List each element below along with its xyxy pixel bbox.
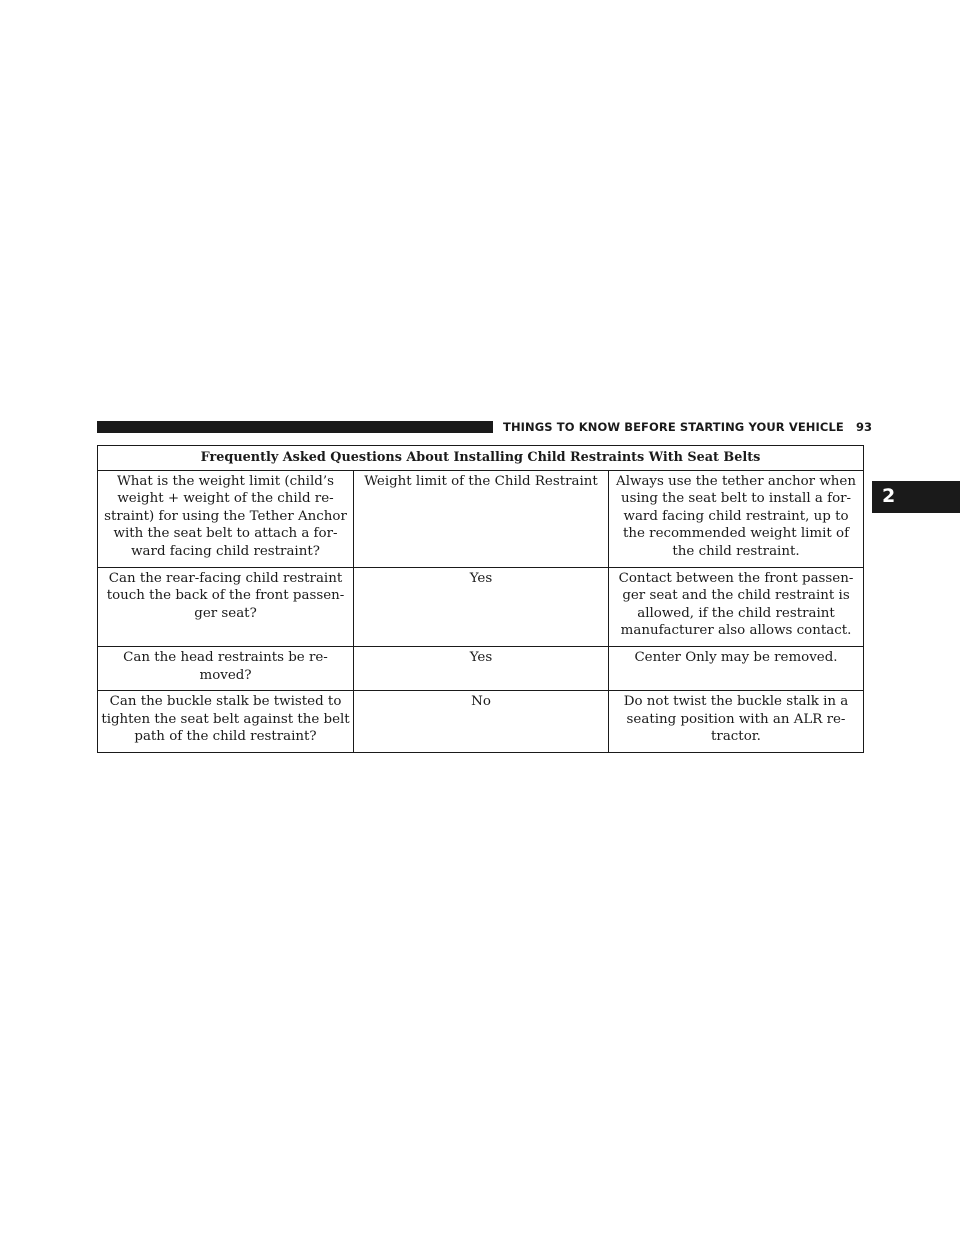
notes-cell: Do not twist the buckle stalk in a seating position with an ALR re-tractor.: [609, 691, 864, 753]
question-cell: What is the weight limit (child’s weight + weight of the child re-straint) for using the Tether Anchor with the seat belt to attach a for-ward facing child restraint?: [98, 470, 354, 567]
table-row: [98, 646, 864, 690]
chapter-number: 2: [882, 485, 896, 507]
answer-cell: Yes: [354, 567, 609, 646]
table-row: [98, 567, 864, 646]
table-row: [98, 470, 864, 567]
chapter-tab: [872, 481, 960, 513]
section-title: THINGS TO KNOW BEFORE STARTING YOUR VEHICLE: [503, 420, 844, 434]
answer-cell: No: [354, 691, 609, 753]
faq-table: [97, 445, 864, 753]
notes-cell: Contact between the front passen-ger seat and the child restraint is allowed, if the child restraint manufacturer also allows contact.: [609, 567, 864, 646]
notes-cell: Center Only may be removed.: [609, 646, 864, 690]
question-cell: Can the rear-facing child restraint touch the back of the front passen-ger seat?: [98, 567, 354, 646]
table-title: Frequently Asked Questions About Installing Child Restraints With Seat Belts: [98, 446, 864, 471]
answer-cell: Weight limit of the Child Restraint: [354, 470, 609, 567]
question-cell: Can the head restraints be re-moved?: [98, 646, 354, 690]
question-cell: Can the buckle stalk be twisted to tighten the seat belt against the belt path of the child restraint?: [98, 691, 354, 753]
table-title-row: [98, 446, 864, 471]
header-rule-bar: [97, 421, 493, 433]
running-header: [503, 418, 872, 436]
page-number: 93: [855, 420, 873, 434]
notes-cell: Always use the tether anchor when using the seat belt to install a for-ward facing child restraint, up to the recommended weight limit of the child restraint.: [609, 470, 864, 567]
answer-cell: Yes: [354, 646, 609, 690]
table-row: [98, 691, 864, 753]
